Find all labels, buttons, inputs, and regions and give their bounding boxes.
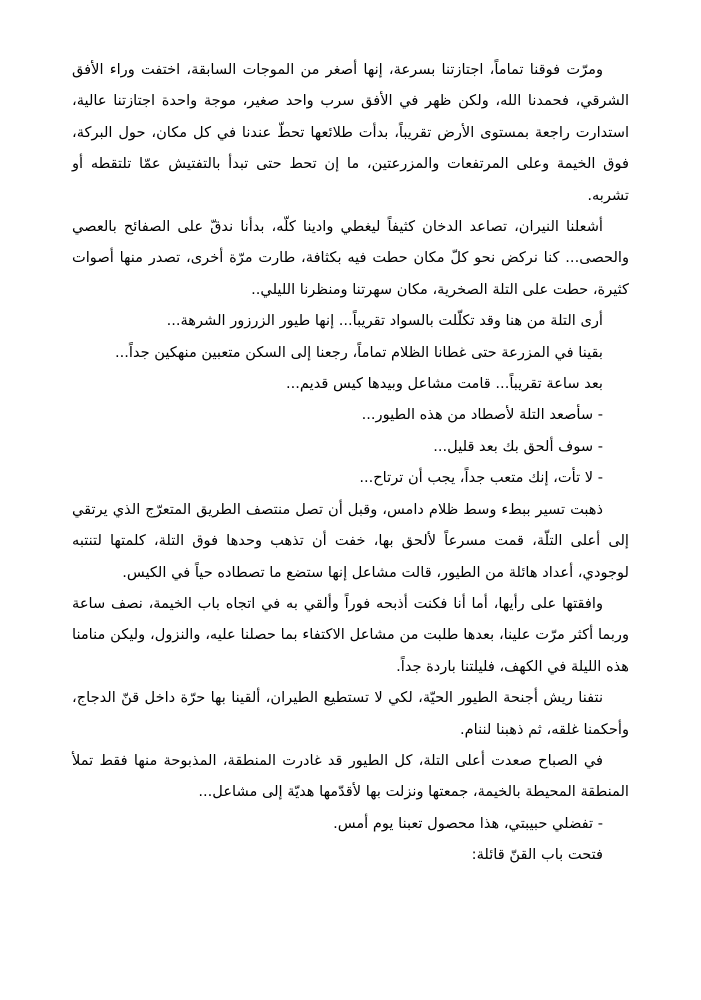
document-page <box>72 54 629 871</box>
paragraph-slaughter: وافقتها على رأيها، أما أنا فكنت أذبحه فوراً وألقي به في اتجاه باب الخيمة، نصف ساعة وربما أكثر مرّت علينا، بعدها طلبت من مشاعل الاكتفاء بما حصلنا عليه، والنزول، وليكن منامنا هذه الليلة في الكهف، فليلتنا باردة جداً. <box>72 594 629 675</box>
paragraph-coop-door: فتحت باب القنّ قائلة: <box>471 846 603 864</box>
dialogue-line-follow: - سوف ألحق بك بعد قليل... <box>433 437 603 455</box>
paragraph-after-an-hour: بعد ساعة تقريباً... قامت مشاعل وبيدها كيس قديم... <box>286 375 603 393</box>
dialogue-line-rest: - لا تأت، إنك متعب جداً، يجب أن ترتاح... <box>359 469 603 487</box>
paragraph-dark-path: ذهبت تسير ببطء وسط ظلام دامس، وقبل أن تصل منتصف الطريق المتعرّج الذي يرتقي إلى أعلى التلّة، قمت مسرعاً لألحق بها، خفت أن تذهب وحدها فوق التلة، كلمتها لتنتبه لوجودي، أعداد هائلة من الطيور، قالت مشاعل إنها ستضع ما تصطاده حياً في الكيس. <box>72 500 629 581</box>
paragraph-return-home: بقينا في المزرعة حتى غطانا الظلام تماماً، رجعنا إلى السكن متعبين منهكين جداً... <box>114 343 603 361</box>
paragraph-hill-blackened: أرى التلة من هنا وقد تكلّلت بالسواد تقريباً... إنها طيور الزرزور الشرهة... <box>166 312 603 330</box>
dialogue-line-gift: - تفضلي حبيبتي، هذا محصول تعبنا يوم أمس. <box>333 814 603 832</box>
paragraph-fires-smoke: أشعلنا النيران، تصاعد الدخان كثيفاً ليغطي وادينا كلّه، بدأنا ندقّ على الصفائح بالعصي والحصى... كنا نركض نحو كلّ مكان حطت فيه بكثافة، طارت مرّة أخرى، تصدر منها أصوات كثيرة، حطت على التلة الصخرية، مكان سهرتنا ومنظرنا الليلي.. <box>72 218 629 298</box>
dialogue-line-hunt: - سأصعد التلة لأصطاد من هذه الطيور... <box>361 406 603 424</box>
paragraph-morning: في الصباح صعدت أعلى التلة، كل الطيور قد غادرت المنطقة، المذبوحة منها فقط تملأ المنطقة المحيطة بالخيمة، جمعتها ونزلت بها لأقدّمها هديّة إلى مشاعل... <box>72 751 629 801</box>
paragraph-birds-flyover: ومرّت فوقنا تماماً، اجتازتنا بسرعة، إنها أصغر من الموجات السابقة، اختفت وراء الأفق الشرقي، فحمدنا الله، ولكن ظهر في الأفق سرب واحد صغير، موجة واحدة اجتازتنا عالية، استدارت راجعة بمستوى الأرض تقريباً، بدأت طلائعها تحطّ عندنا في كل مكان، حول البركة، فوق الخيمة وعلى المرتفعات والمزرعتين، ما إن تحط حتى تبدأ بالتفتيش عمّا تلتقطه أو تشربه. <box>72 61 629 204</box>
paragraph-plucking: نتفنا ريش أجنحة الطيور الحيّة، لكي لا تستطيع الطيران، ألقينا بها حرّة داخل قنّ الدجاج، وأحكمنا غلقه، ثم ذهبنا لننام. <box>72 689 629 738</box>
